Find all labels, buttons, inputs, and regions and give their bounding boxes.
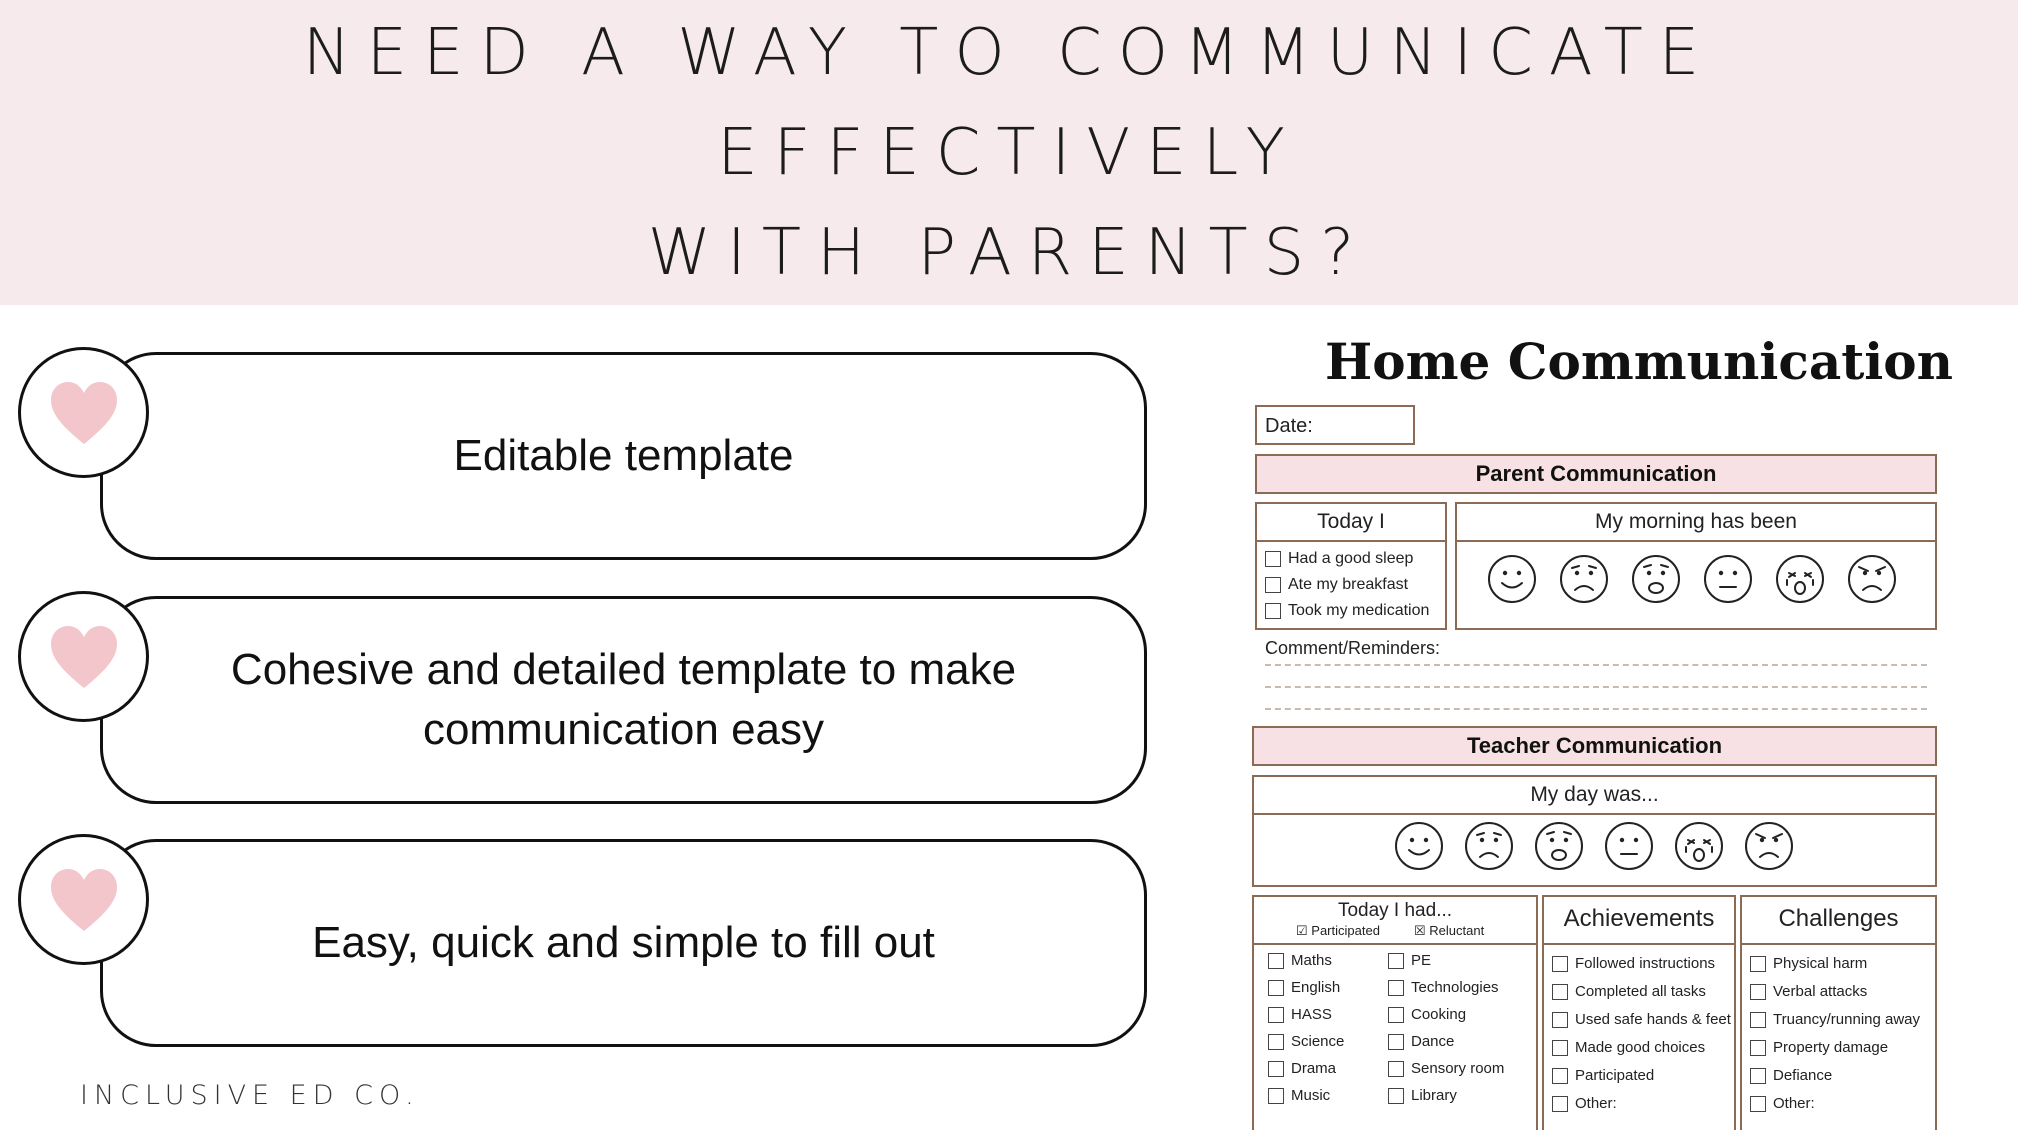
checkbox-item[interactable]: Other: bbox=[1552, 1095, 1617, 1112]
heart-badge bbox=[18, 591, 149, 722]
checkbox-item[interactable]: Sensory room bbox=[1388, 1060, 1504, 1077]
challenges-box bbox=[1740, 895, 1937, 1130]
morning-header: My morning has been bbox=[1595, 510, 1797, 533]
feature-label: Cohesive and detailed template to make communication easy bbox=[230, 645, 1017, 754]
morning-face-row bbox=[1487, 554, 1897, 604]
teacher-communication-header bbox=[1252, 726, 1937, 766]
subjects-header: Today I had... bbox=[1337, 900, 1453, 921]
achievements-box bbox=[1542, 895, 1736, 1130]
heart-badge bbox=[18, 834, 149, 965]
checkbox-item[interactable]: English bbox=[1268, 979, 1340, 996]
today-i-header: Today I bbox=[1317, 510, 1385, 533]
checkbox-item[interactable]: Verbal attacks bbox=[1750, 983, 1867, 1000]
checkbox-item[interactable]: Property damage bbox=[1750, 1039, 1888, 1056]
parent-communication-header bbox=[1255, 454, 1937, 494]
checkbox-item[interactable]: Had a good sleep bbox=[1265, 550, 1413, 568]
header-banner bbox=[0, 0, 2018, 305]
checkbox-item[interactable]: Physical harm bbox=[1750, 955, 1867, 972]
happy-face-icon[interactable] bbox=[1394, 821, 1444, 871]
sad-face-icon[interactable] bbox=[1464, 821, 1514, 871]
morning-box bbox=[1455, 502, 1937, 630]
checkbox-item[interactable]: Took my medication bbox=[1265, 602, 1429, 620]
section-title: Parent Communication bbox=[1475, 461, 1717, 486]
neutral-face-icon[interactable] bbox=[1703, 554, 1753, 604]
angry-face-icon[interactable] bbox=[1847, 554, 1897, 604]
sad-face-icon[interactable] bbox=[1559, 554, 1609, 604]
crying-face-icon[interactable] bbox=[1674, 821, 1724, 871]
feature-label: Editable template bbox=[453, 431, 794, 480]
subjects-box bbox=[1252, 895, 1538, 1130]
section-title: Teacher Communication bbox=[1466, 733, 1723, 758]
checkbox-item[interactable]: Followed instructions bbox=[1552, 955, 1715, 972]
happy-face-icon[interactable] bbox=[1487, 554, 1537, 604]
legend-reluctant: ☒ Reluctant bbox=[1414, 923, 1485, 938]
headline-line-2: WITH PARENTS? bbox=[647, 215, 1371, 290]
checkbox-item[interactable]: Science bbox=[1268, 1033, 1344, 1050]
heart-icon bbox=[49, 624, 119, 690]
checkbox-item[interactable]: Drama bbox=[1268, 1060, 1336, 1077]
headline-line-1: NEED A WAY TO COMMUNICATE EFFECTIVELY bbox=[302, 15, 1716, 190]
checkbox-item[interactable]: Ate my breakfast bbox=[1265, 576, 1408, 594]
day-box bbox=[1252, 775, 1937, 887]
crying-face-icon[interactable] bbox=[1775, 554, 1825, 604]
checkbox-item[interactable]: Completed all tasks bbox=[1552, 983, 1706, 1000]
checkbox-item[interactable]: Other: bbox=[1750, 1095, 1815, 1112]
checkbox-item[interactable]: Maths bbox=[1268, 952, 1332, 969]
challenges-header: Challenges bbox=[1778, 905, 1899, 932]
feature-card-cohesive bbox=[100, 596, 1147, 804]
template-preview bbox=[1240, 320, 2000, 1130]
checkbox-item[interactable]: Truancy/running away bbox=[1750, 1011, 1920, 1028]
brand-wordmark: INCLUSIVE ED CO. bbox=[80, 1080, 420, 1111]
checkbox-item[interactable]: Library bbox=[1388, 1087, 1457, 1104]
checkbox-item[interactable]: Cooking bbox=[1388, 1006, 1466, 1023]
worried-face-icon[interactable] bbox=[1534, 821, 1584, 871]
heart-icon bbox=[49, 867, 119, 933]
comments-label: Comment/Reminders: bbox=[1265, 638, 1441, 658]
comment-line bbox=[1265, 686, 1927, 688]
date-label: Date: bbox=[1265, 415, 1313, 437]
feature-card-easy bbox=[100, 839, 1147, 1047]
date-field bbox=[1255, 405, 1415, 445]
checkbox-item[interactable]: Made good choices bbox=[1552, 1039, 1705, 1056]
checkbox-item[interactable]: PE bbox=[1388, 952, 1431, 969]
comment-line bbox=[1265, 708, 1927, 710]
angry-face-icon[interactable] bbox=[1744, 821, 1794, 871]
checkbox-item[interactable]: Technologies bbox=[1388, 979, 1499, 996]
checkbox-item[interactable]: HASS bbox=[1268, 1006, 1332, 1023]
feature-card-editable bbox=[100, 352, 1147, 560]
checkbox-item[interactable]: Music bbox=[1268, 1087, 1330, 1104]
checkbox-item[interactable]: Participated bbox=[1552, 1067, 1654, 1084]
neutral-face-icon[interactable] bbox=[1604, 821, 1654, 871]
worried-face-icon[interactable] bbox=[1631, 554, 1681, 604]
checkbox-item[interactable]: Dance bbox=[1388, 1033, 1454, 1050]
today-i-box bbox=[1255, 502, 1447, 630]
feature-label: Easy, quick and simple to fill out bbox=[312, 918, 935, 967]
checkbox-item[interactable]: Defiance bbox=[1750, 1067, 1832, 1084]
day-header: My day was... bbox=[1530, 783, 1659, 806]
comment-line bbox=[1265, 664, 1927, 666]
day-face-row bbox=[1394, 821, 1794, 871]
heart-badge bbox=[18, 347, 149, 478]
achievements-header: Achievements bbox=[1563, 905, 1715, 932]
checkbox-item[interactable]: Used safe hands & feet bbox=[1552, 1011, 1731, 1028]
legend-participated: ☑ Participated bbox=[1296, 923, 1380, 938]
preview-title: Home Communication bbox=[1325, 332, 1954, 391]
heart-icon bbox=[49, 380, 119, 446]
